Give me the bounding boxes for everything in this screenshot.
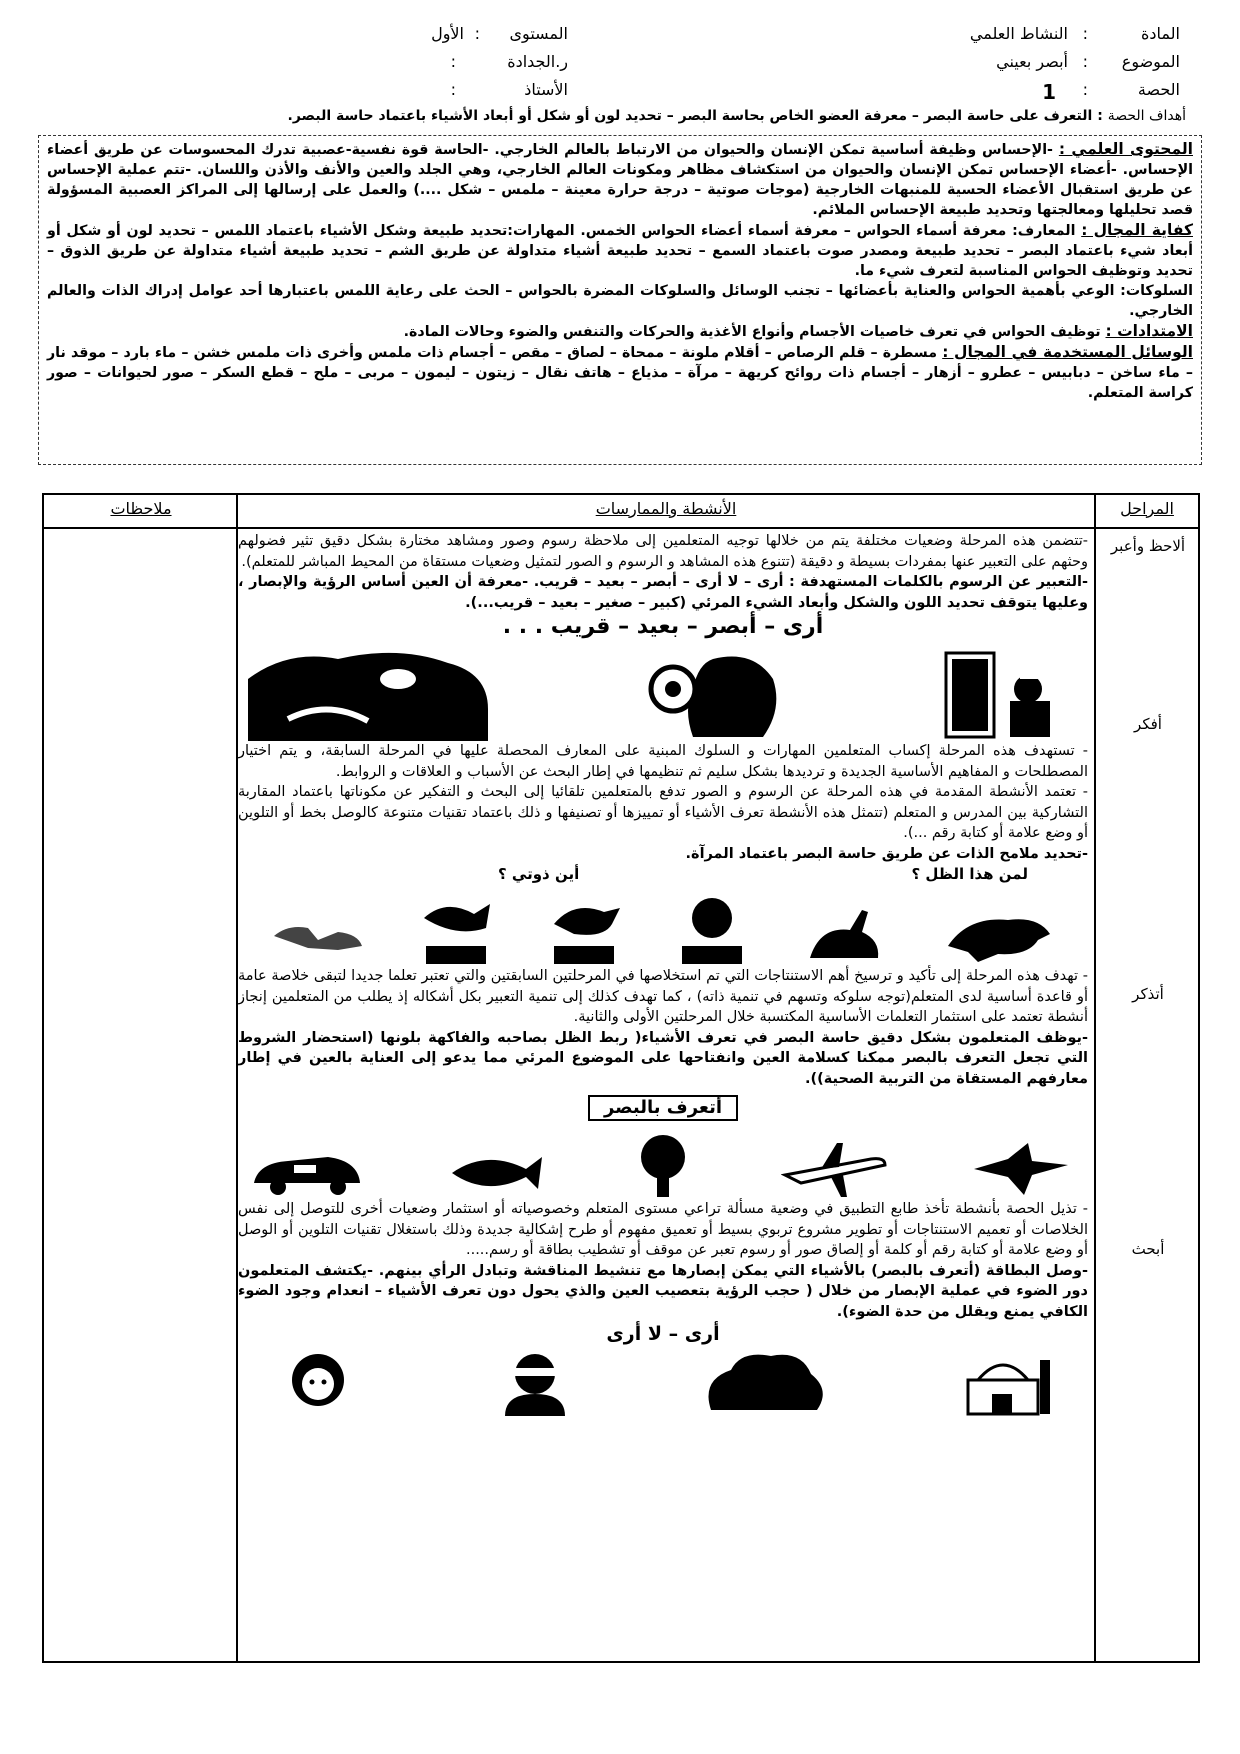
topic-label: الموضوع — [1121, 52, 1180, 71]
search-images — [238, 1346, 1088, 1416]
header — [60, 18, 1180, 113]
mosque-image — [948, 1350, 1058, 1416]
notes-header: ملاحظات — [110, 499, 172, 518]
recognize-card-row — [238, 1089, 1088, 1129]
rabbit-shadow-image — [800, 906, 890, 966]
remember-paragraph-1: - تهدف هذه المرحلة إلى تأكيد و ترسيخ أهم الاستنتاجات التي تم استخلاصها في المرحلتين السابقتين والتي تعتبر تعلما جديدا لتبقى خلاصة عامة أو قاعدة أساسية لدى المتعلم(توجه سلوكه وتسهم في تنمية ذاته) ، كما تهدف كذلك إلى تنمية التعبير بكل أشكاله إذ يطلب من المتعلمين إنجاز أنشطة تعتمد على استثمار التعلمات الأساسية المكتسبة خلال المرحلتين الأولى والثانية. — [238, 968, 1088, 1025]
tools-text: مسطرة – قلم الرصاص – أقلام ملونة – ممحاة – لصاق – مقص – أجسام ذات ملمس وأخرى ذات ملمس خشن – ماء بارد – موقد نار – ماء ساخن – دبابيس – عطرو – أزهار – أجسام ذات روائح كريهة – مرآة – مذياع – هاتف نقال – زيتون – ليمون – مربى – ملح – قطع السكر – صور لحيوانات – صور كراسة المتعلم. — [47, 345, 1193, 401]
fish-image — [446, 1149, 546, 1199]
goals-text: التعرف على حاسة البصر – معرفة العضو الخاص بحاسة البصر – تحديد لون أو شكل أو أبعاد الأشياء باعتماد حاسة البصر. — [287, 108, 1093, 124]
stage-think: أفكر — [1134, 715, 1162, 733]
tools-title: الوسائل المستخدمة في المجال : — [942, 343, 1193, 361]
shadow-question-2: أين ذوتي ؟ — [498, 865, 580, 883]
recognize-by-sight-card: أتعرف بالبصر — [588, 1095, 738, 1121]
observe-paragraph-2: -التعبير عن الرسوم بالكلمات المستهدفة : أرى – لا أرى – أبصر – بعيد – قريب. -معرفة أن العين أساس الرؤية والإبصار ، وعليها يتوقف تحديد اللون والشكل وأبعاد الشيء المرئي (كبير – صغير – بعيد – قريب...). — [238, 574, 1088, 611]
airplane-image — [781, 1139, 891, 1199]
dark-tree-image — [701, 1350, 831, 1416]
school-value: ر.الجدادة — [507, 52, 568, 71]
tree-image — [623, 1133, 703, 1199]
blindfolded-child-image — [485, 1350, 585, 1416]
scientific-content-title: المحتوى العلمي : — [1058, 140, 1193, 158]
teacher-colon: : — [450, 80, 456, 99]
scientific-content-text: -الإحساس وظيفة أساسية تمكن الإنسان والحيوان من الارتباط بالعالم الخارجي. -الحاسة قوة نفسية-عصبية تدرك المحسوسات عن طريق أعضاء الإحساس. -أعضاء الإحساس تمكن الإنسان والحيوان من استكشاف مظاهر ومكونات العالم الخارجي، وهي الجلد والعين والأنف والأذن واللسان. -تتم عملية الإحساس عن طريق استقبال الأعضاء الحسية للمنبهات الخارجية (موجات صوتية – درجة حرارة معينة – ملمس – شكل ....) والعمل على إرسالها إلى المراكز العصبية المسؤولة قصد تحليلها ومعالجتها وتحديد طبيعة الإحساس الملائم. — [47, 142, 1193, 218]
think-paragraph-3: -تحديد ملامح الذات عن طريق حاسة البصر باعتماد المرآة. — [685, 845, 1088, 862]
stage-remember: أتذكر — [1132, 985, 1164, 1003]
school-colon: : — [450, 52, 456, 71]
search-paragraph-1: - تذيل الحصة بأنشطة تأخذ طابع التطبيق في وضعية مسألة تراعي مستوى المتعلم وخصوصياته أو استثمار وضعيات أخرى للتوصل إلى نفس الخلاصات أو تعميم الاستنتاجات أو تطوير مشروع تربوي بسيط أو تعميق مفهوم أو طرح إشكالية جديدة وذلك باستغلال تقنيات التلوين أو الوصل أو وضع علامة أو كتابة رقم أو كلمة أو إلصاق صور أو رسوم تعبر عن موقف أو تشطيب بطاقة أو رسم..... — [238, 1201, 1088, 1258]
tools — [47, 342, 1193, 403]
level-row — [248, 24, 568, 50]
level-value: الأول — [431, 24, 464, 43]
observe-images — [238, 641, 1088, 741]
search-paragraph-2: -وصل البطاقة (أتعرف بالبصر) بالأشياء التي يمكن إبصارها مع تنشيط المناقشة وتبادل الرأي بينهم. -يكتشف المتعلمون دور الضوء في عملية الإبصار من خلال ( حجب الرؤية بتعصيب العين والذي يحول دون تعرف الأشياء – انعدام وجود الضوء الكافي يمنع ويقلل من حدة الضوء). — [238, 1262, 1088, 1320]
extensions — [47, 321, 1193, 342]
shadow-question: لمن هذا الظل ؟ — [911, 865, 1028, 883]
subject-label: المادة — [1141, 24, 1180, 43]
fish-shadow-image — [416, 894, 496, 966]
think-paragraph-2: - تعتمد الأنشطة المقدمة في هذه المرحلة عن الرسوم و الصور تدفع بالمتعلمين تلقائيا إلى البحث و التفكير عن مكوناتها باعتماد المقاربة التشاركية بين المدرس و المتعلم (تتمثل هذه الأنشطة تعرف الأشياء أو تمييزها أو تصنيفها و ذلك باعتماد تقنيات متنوعة كالوصل بخط أو التلوين أو وضع علامة أو كتابة رقم ...). — [238, 784, 1088, 841]
level-label: المستوى — [509, 24, 568, 43]
topic-row — [880, 52, 1180, 78]
behaviors: السلوكات: الوعي بأهمية الحواس والعناية بأعضائها – تجنب الوسائل والسلوكات المضرة بالحواس – الحث على رعاية اللمس باعتبارها أحد عوامل إدراك الذات والعالم الخارجي. — [47, 283, 1193, 319]
activities-table — [42, 493, 1200, 1663]
session-row — [880, 80, 1180, 106]
stages-header: المراحل — [1120, 499, 1174, 518]
teacher-label: الأستاذ — [524, 80, 568, 99]
school-row — [248, 52, 568, 78]
girl-face-image — [268, 1350, 368, 1416]
column-divider — [1094, 495, 1096, 1661]
subject-value: النشاط العلمي — [969, 24, 1068, 43]
topic-colon: : — [1082, 52, 1088, 71]
remember-paragraph-2: -يوظف المتعلمون بشكل دقيق حاسة البصر في تعرف الأشياء( ربط الظل بصاحبه والفاكهة بلونها (استحضار الشروط التي تجعل التعرف بالبصر ممكنا كسلامة العين وانفتاحها على الموضوع المرئي مما يدعو إلى العناية بالعين في إطار معارفهم المستقاة من التربية الصحية)). — [238, 1029, 1088, 1087]
level-colon: : — [474, 24, 480, 43]
activities-header: الأنشطة والممارسات — [595, 499, 737, 518]
subject-colon: : — [1082, 24, 1088, 43]
scientific-content-box — [38, 135, 1202, 465]
far-landscape-image — [248, 649, 488, 741]
magnifier-man-image — [633, 649, 793, 741]
domain-competency-title: كفاية المجال : — [1081, 221, 1193, 239]
goals-label: أهداف الحصة — [1107, 108, 1186, 124]
domain-competency — [47, 220, 1193, 281]
topic-value: أبصر بعيني — [996, 52, 1068, 71]
search-keywords: أرى – لا أرى — [606, 1323, 720, 1345]
session-colon: : — [1082, 80, 1088, 99]
bird-image — [968, 1139, 1078, 1199]
animal-shadow-image — [938, 906, 1058, 966]
extensions-text: توظيف الحواس في تعرف خاصيات الأجسام وأنواع الأغذية والحركات والتنفس والضوء وحالات المادة. — [403, 324, 1101, 340]
remember-images — [238, 1129, 1088, 1199]
cars-image — [248, 1143, 368, 1199]
cat-shadow-image — [268, 906, 368, 966]
activities-column — [238, 531, 1088, 1661]
session-label: الحصة — [1137, 80, 1180, 99]
think-paragraph-1: - تستهدف هذه المرحلة إكساب المتعلمين المهارات و السلوك المبنية على المعارف المحصلة عليها في المرحلة السابقة، و يتم اختيار المصطلحات و المفاهيم الأساسية الجديدة و ترديدها بشكل سليم ثم تنظيمها في إطار البحث عن الأسباب و العلاقات و الروابط. — [238, 743, 1088, 780]
shadow-images — [238, 886, 1088, 966]
observe-paragraph-1: -تتضمن هذه المرحلة وضعيات مختلفة يتم من خلالها توجيه المتعلمين إلى ملاحظة رسوم وصور ومشاهد مختارة بشكل دقيق تثير فضولهم وحثهم على التعبير عنها بمفردات بسيطة و دقيقة (تتنوع هذه المشاهد و الرسوم و الصور لتمثيل وضعيات مستقاة من المحيط المباشر للمتعلم). — [238, 533, 1088, 570]
ball-shadow-image — [672, 894, 752, 966]
teacher-row — [248, 80, 568, 106]
stage-search: أبحث — [1131, 1240, 1165, 1258]
stage-observe: ألاحظ وأعبر — [1110, 537, 1186, 555]
session-value: 1 — [1042, 80, 1056, 104]
observe-keywords: أرى – أبصر – بعيد – قريب . . . — [502, 614, 824, 639]
subject-row — [880, 24, 1180, 50]
scientific-content — [47, 139, 1193, 220]
session-goals: أهداف الحصة : التعرف على حاسة البصر – معرفة العضو الخاص بحاسة البصر – تحديد لون أو شكل أو أبعاد الأشياء باعتماد حاسة البصر. — [287, 108, 1186, 124]
bird-shadow-image — [544, 894, 624, 966]
domain-competency-text: المعارف: معرفة أسماء الحواس – معرفة أسماء أعضاء الحواس الخمس. المهارات:تحديد طبيعة وشكل الأشياء باعتماد اللمس – تحديد لون أو شكل أو أبعاد شيء باعتماد البصر – تحديد طبيعة ومصدر صوت باعتماد السمع – تحديد طبيعة أشياء متداولة عن طريق الشم – تحديد طبيعة أشياء متداولة عن طريق الذوق – تحديد وتوظيف الحواس المناسبة لتعرف شيء ما. — [47, 223, 1193, 279]
header-divider — [44, 527, 1198, 529]
extensions-title: الامتدادات : — [1105, 322, 1193, 340]
boy-at-door-image — [938, 649, 1078, 741]
